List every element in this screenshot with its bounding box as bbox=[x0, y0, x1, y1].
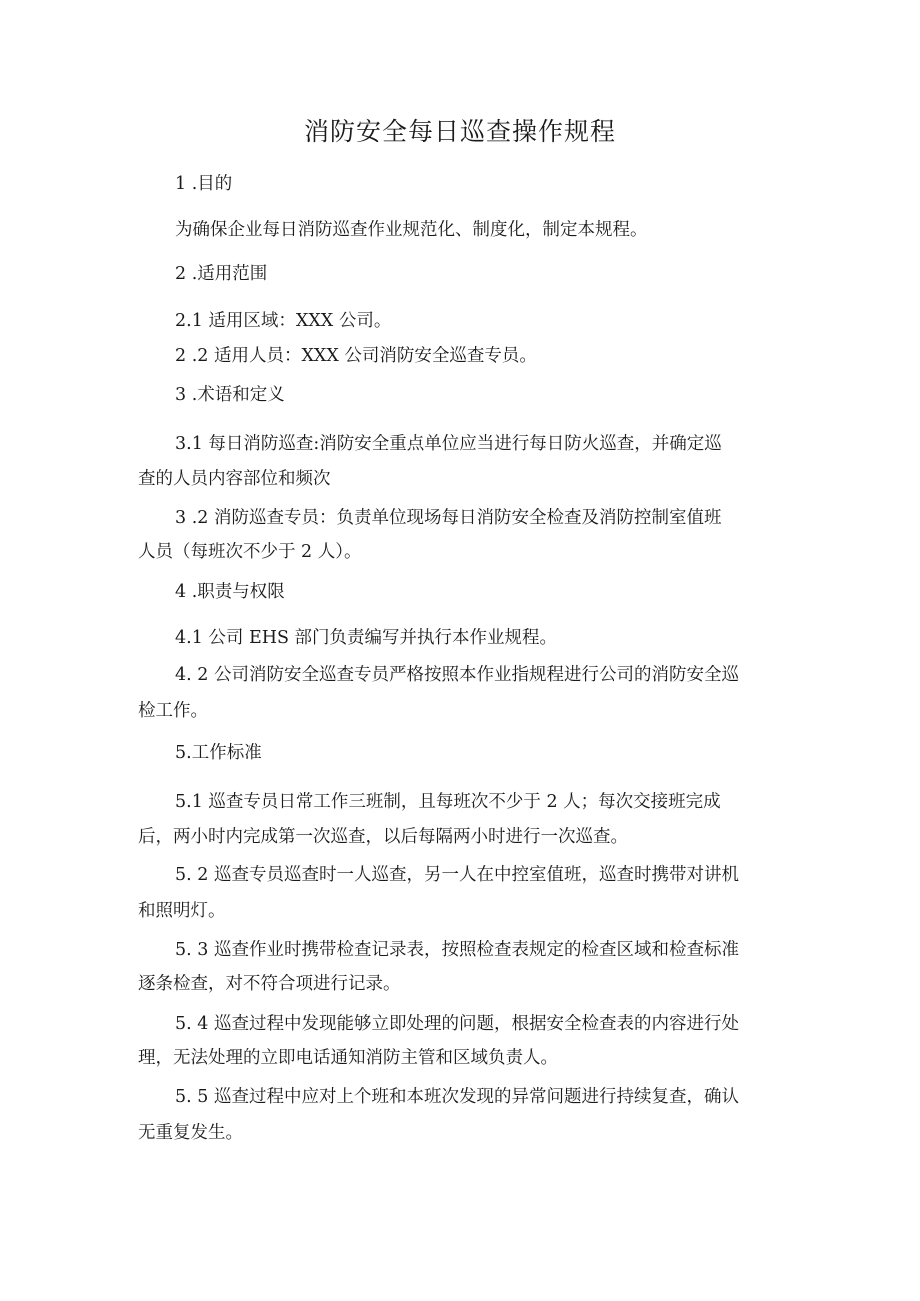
section-5-3-line2: 逐条检查，对不符合项进行记录。 bbox=[138, 974, 401, 994]
section-4-2-line1: 4. 2 公司消防安全巡查专员严格按照本作业指规程进行公司的消防安全巡 bbox=[175, 665, 739, 685]
section-3-2-line2: 人员（每班次不少于 2 人）。 bbox=[138, 542, 362, 562]
section-5-1-line2: 后，两小时内完成第一次巡查，以后每隔两小时进行一次巡查。 bbox=[138, 827, 628, 847]
section-5-2-line2: 和照明灯。 bbox=[138, 901, 226, 921]
section-3-heading: 3 .术语和定义 bbox=[175, 385, 285, 405]
section-5-5-line1: 5. 5 巡查过程中应对上个班和本班次发现的异常问题进行持续复查，确认 bbox=[175, 1087, 739, 1107]
section-5-1-line1: 5.1 巡查专员日常工作三班制，且每班次不少于 2 人；每次交接班完成 bbox=[175, 792, 721, 812]
section-3-1-line1: 3.1 每日消防巡查:消防安全重点单位应当进行每日防火巡查，并确定巡 bbox=[175, 434, 722, 454]
section-5-4-line2: 理，无法处理的立即电话通知消防主管和区域负责人。 bbox=[138, 1048, 558, 1068]
section-2-1: 2.1 适用区域：XXX 公司。 bbox=[175, 311, 392, 331]
section-1-heading: 1 .目的 bbox=[175, 174, 233, 194]
section-5-2-line1: 5. 2 巡查专员巡查时一人巡查，另一人在中控室值班，巡查时携带对讲机 bbox=[175, 865, 739, 885]
section-4-2-line2: 检工作。 bbox=[138, 701, 208, 721]
section-5-3-line1: 5. 3 巡查作业时携带检查记录表，按照检查表规定的检查区域和检查标准 bbox=[175, 940, 739, 960]
section-5-5-line2: 无重复发生。 bbox=[138, 1123, 243, 1143]
section-4-heading: 4 .职责与权限 bbox=[175, 582, 285, 602]
section-2-heading: 2 .适用范围 bbox=[175, 264, 268, 284]
document-title: 消防安全每日巡查操作规程 bbox=[303, 117, 616, 146]
section-3-1-line2: 查的人员内容部位和频次 bbox=[138, 469, 331, 489]
section-4-1: 4.1 公司 EHS 部门负责编写并执行本作业规程。 bbox=[175, 628, 558, 648]
section-3-2-line1: 3 .2 消防巡查专员：负责单位现场每日消防安全检查及消防控制室值班 bbox=[175, 508, 722, 528]
section-2-2: 2 .2 适用人员：XXX 公司消防安全巡查专员。 bbox=[175, 346, 537, 366]
section-5-4-line1: 5. 4 巡查过程中发现能够立即处理的问题，根据安全检查表的内容进行处 bbox=[175, 1014, 739, 1034]
section-1-paragraph: 为确保企业每日消防巡查作业规范化、制度化，制定本规程。 bbox=[175, 220, 648, 240]
section-5-heading: 5.工作标准 bbox=[175, 743, 262, 763]
